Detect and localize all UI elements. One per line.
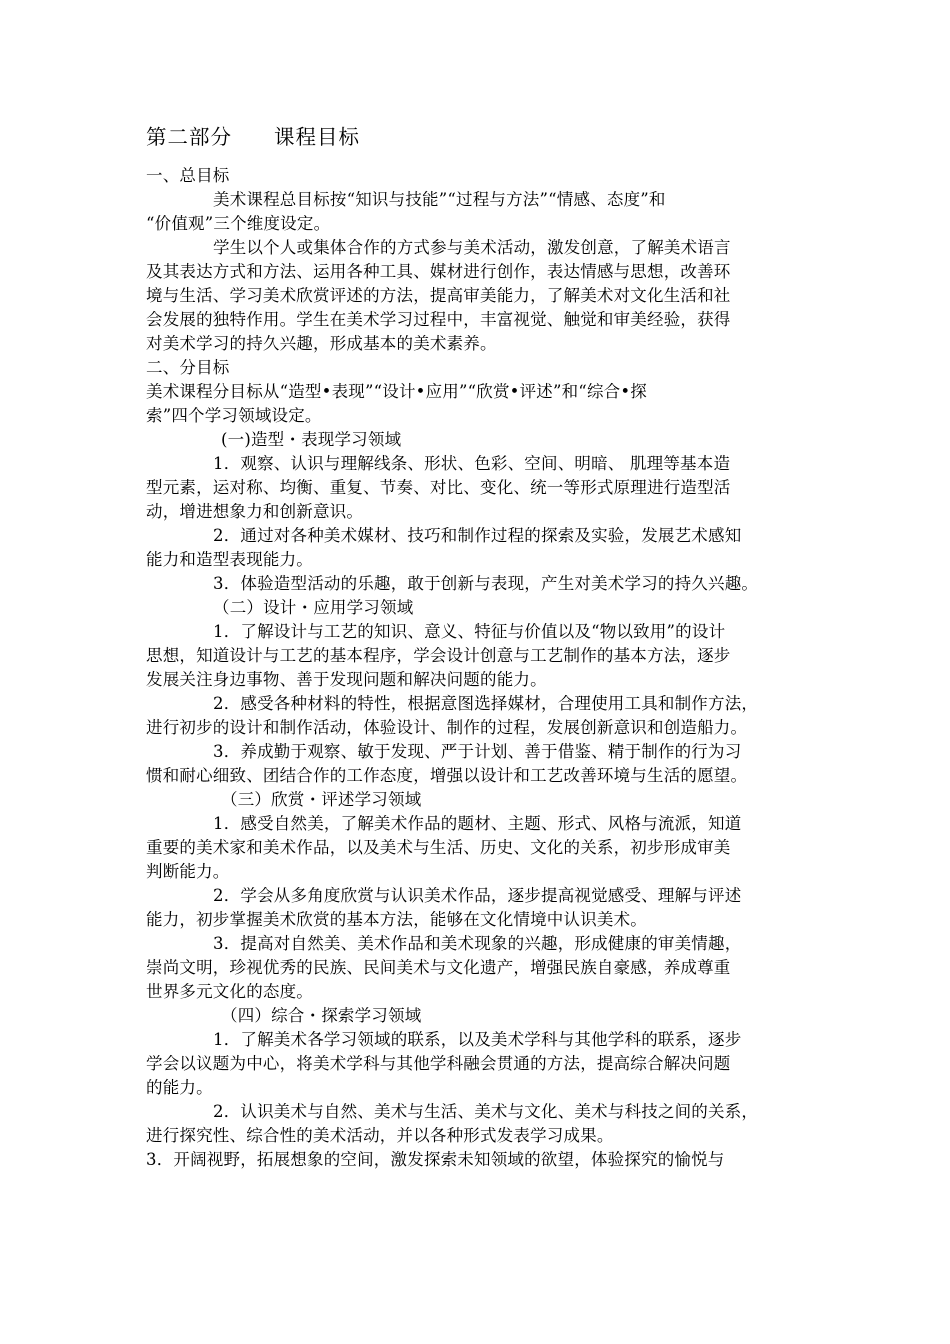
text-line: 对美术学习的持久兴趣，形成基本的美术素养。 [146, 334, 497, 353]
text-line: 的能力。 [146, 1078, 213, 1097]
text-line: 3．开阔视野，拓展想象的空间，激发探索未知领域的欲望，体验探究的愉悦与 [146, 1150, 725, 1169]
text-line: 型元素，运对称、均衡、重复、节奏、对比、变化、统一等形式原理进行造型活 [146, 478, 731, 497]
text-line: 及其表达方式和方法、运用各种工具、媒材进行创作，表达情感与思想，改善环 [146, 262, 731, 281]
text-line: 动，增进想象力和创新意识。 [146, 502, 364, 521]
text-line: 学生以个人或集体合作的方式参与美术活动，激发创意，了解美术语言 [213, 238, 731, 257]
text-line: （二）设计・应用学习领域 [213, 598, 414, 617]
text-line: （三）欣赏・评述学习领域 [221, 790, 422, 809]
text-line: 惯和耐心细致、团结合作的工作态度，增强以设计和工艺改善环境与生活的愿望。 [146, 766, 748, 785]
text-line: 3．养成勤于观察、敏于发现、严于计划、善于借鉴、精于制作的行为习 [213, 742, 742, 761]
text-line: 3．体验造型活动的乐趣，敢于创新与表现，产生对美术学习的持久兴趣。 [213, 574, 759, 593]
text-line: 思想，知道设计与工艺的基本程序，学会设计创意与工艺制作的基本方法，逐步 [146, 646, 731, 665]
text-line: 世界多元文化的态度。 [146, 982, 313, 1001]
text-line: “价值观”三个维度设定。 [146, 214, 331, 233]
text-line: 1．了解设计与工艺的知识、意义、特征与价值以及“物以致用”的设计 [213, 622, 726, 641]
text-line: 2．学会从多角度欣赏与认识美术作品，逐步提高视觉感受、理解与评述 [213, 886, 742, 905]
text-line: 2．认识美术与自然、美术与生活、美术与文化、美术与科技之间的关系， [213, 1102, 759, 1121]
text-line: 判断能力。 [146, 862, 230, 881]
text-line: 二、分目标 [146, 358, 230, 377]
text-line: 会发展的独特作用。学生在美术学习过程中，丰富视觉、触觉和审美经验，获得 [146, 310, 731, 329]
text-line: 能力，初步掌握美术欣赏的基本方法，能够在文化情境中认识美术。 [146, 910, 647, 929]
text-line: (一)造型・表现学习领域 [221, 430, 402, 449]
text-line: 进行初步的设计和制作活动，体验设计、制作的过程，发展创新意识和创造船力。 [146, 718, 748, 737]
text-line: 进行探究性、综合性的美术活动，并以各种形式发表学习成果。 [146, 1126, 614, 1145]
text-line: 发展关注身边事物、善于发现问题和解决问题的能力。 [146, 670, 547, 689]
text-line: 1．感受自然美，了解美术作品的题材、主题、形式、风格与流派，知道 [213, 814, 742, 833]
text-line: 索”四个学习领域设定。 [146, 406, 322, 425]
text-line: 3．提高对自然美、美术作品和美术现象的兴趣，形成健康的审美情趣， [213, 934, 742, 953]
page-title [146, 123, 360, 151]
title-part: 第二部分 [146, 125, 232, 149]
text-line: 学会以议题为中心，将美术学科与其他学科融会贯通的方法，提高综合解决问题 [146, 1054, 731, 1073]
text-line: 一、总目标 [146, 166, 230, 185]
text-line: 1．观察、认识与理解线条、形状、色彩、空间、明暗、 肌理等基本造 [213, 454, 731, 473]
text-line: 重要的美术家和美术作品，以及美术与生活、历史、文化的关系，初步形成审美 [146, 838, 731, 857]
text-line: 1．了解美术各学习领域的联系，以及美术学科与其他学科的联系，逐步 [213, 1030, 742, 1049]
text-line: 境与生活、学习美术欣赏评述的方法，提高审美能力，了解美术对文化生活和社 [146, 286, 731, 305]
text-line: 美术课程总目标按“知识与技能”“过程与方法”“情感、态度”和 [213, 190, 666, 209]
title-name: 课程目标 [274, 125, 360, 149]
text-line: 2．感受各种材料的特性，根据意图选择媒材，合理使用工具和制作方法， [213, 694, 759, 713]
text-line: 美术课程分目标从“造型•表现”“设计•应用”“欣赏•评述”和“综合•探 [146, 382, 647, 401]
text-line: 2．通过对各种美术媒材、技巧和制作过程的探索及实验，发展艺术感知 [213, 526, 742, 545]
text-line: 崇尚文明，珍视优秀的民族、民间美术与文化遗产，增强民族自豪感，养成尊重 [146, 958, 731, 977]
text-line: （四）综合・探索学习领域 [221, 1006, 422, 1025]
text-line: 能力和造型表现能力。 [146, 550, 313, 569]
